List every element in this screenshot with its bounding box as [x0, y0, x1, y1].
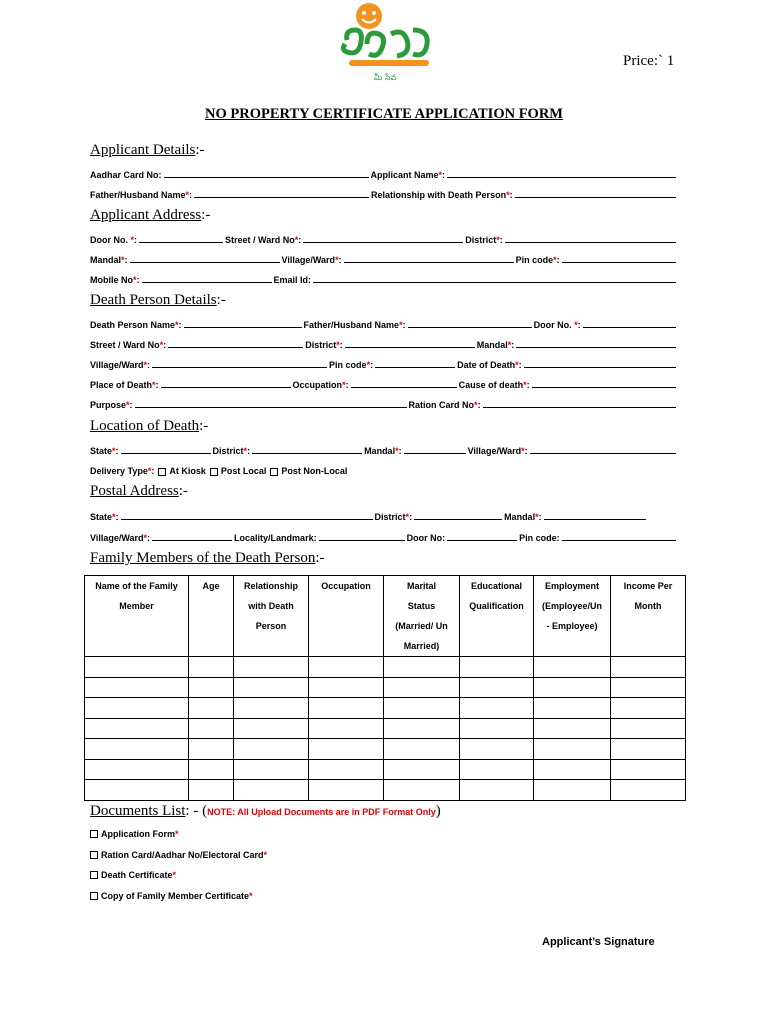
table-cell[interactable] [189, 677, 234, 698]
family-table-header-cell [534, 576, 611, 657]
table-cell[interactable] [460, 759, 534, 780]
table-row [85, 780, 686, 801]
email-field[interactable] [313, 282, 676, 283]
at-kiosk-checkbox[interactable] [158, 468, 166, 476]
doc-item: Application Form* [90, 829, 179, 839]
doc-item: Ration Card/Aadhar No/Electoral Card* [90, 850, 267, 860]
table-cell[interactable] [460, 780, 534, 801]
table-cell[interactable] [534, 677, 611, 698]
table-cell[interactable] [384, 718, 460, 739]
section-location-of-death: Location of Death:- [90, 418, 209, 434]
table-cell[interactable] [309, 780, 384, 801]
postal-pin-field[interactable] [562, 540, 676, 541]
location-village-field[interactable] [530, 453, 676, 454]
table-cell[interactable] [611, 780, 686, 801]
table-cell[interactable] [85, 718, 189, 739]
death-person-name-field[interactable] [184, 327, 302, 328]
father-husband-label: Father/Husband Name*: [90, 190, 193, 200]
table-cell[interactable] [234, 677, 309, 698]
row-postal-state: State*: District*: Mandal*: [90, 508, 648, 522]
table-cell[interactable] [189, 657, 234, 678]
doc-checkbox[interactable] [90, 830, 98, 838]
row-mandal-village-pin: Mandal*: Village/Ward*: Pin code*: [90, 251, 678, 265]
table-cell[interactable] [189, 698, 234, 719]
death-father-field[interactable] [408, 327, 532, 328]
row-door-street-district: Door No. *: Street / Ward No*: District*: [90, 231, 678, 245]
documents-note: NOTE: All Upload Documents are in PDF Format Only [207, 807, 436, 817]
header-line: Educational [470, 581, 522, 591]
row-death-village: Village/Ward*: Pin code*: Date of Death*: [90, 356, 678, 370]
district-field[interactable] [505, 242, 676, 243]
table-cell[interactable] [189, 718, 234, 739]
postal-district-field[interactable] [414, 519, 502, 520]
table-cell[interactable] [234, 718, 309, 739]
table-cell[interactable] [85, 739, 189, 760]
postal-locality-field[interactable] [319, 540, 405, 541]
header-line: - Employee) [546, 621, 598, 631]
mobile-field[interactable] [142, 282, 272, 283]
table-cell[interactable] [460, 677, 534, 698]
row-location: State*: District*: Mandal*: Village/Ward*: [90, 442, 678, 456]
table-cell[interactable] [384, 698, 460, 719]
table-row [85, 739, 686, 760]
table-cell[interactable] [611, 698, 686, 719]
relationship-label: Relationship with Death Person*: [371, 190, 513, 200]
price-label: Price:` 1 [623, 53, 675, 69]
table-cell[interactable] [384, 677, 460, 698]
table-cell[interactable] [534, 759, 611, 780]
postal-village-field[interactable] [152, 540, 232, 541]
table-cell[interactable] [234, 739, 309, 760]
purpose-field[interactable] [135, 407, 407, 408]
table-cell[interactable] [534, 657, 611, 678]
death-mandal-field[interactable] [516, 347, 676, 348]
doc-checkbox[interactable] [90, 892, 98, 900]
doc-checkbox[interactable] [90, 851, 98, 859]
header-line: Age [202, 581, 220, 591]
table-cell[interactable] [309, 657, 384, 678]
table-cell[interactable] [460, 698, 534, 719]
section-death-person-details: Death Person Details:- [90, 292, 226, 308]
header-line: Status [407, 601, 436, 611]
section-documents-list: Documents List: - (NOTE: All Upload Documents are in PDF Format Only) [90, 803, 441, 819]
row-death-name: Death Person Name*: Father/Husband Name*: Door No. *: [90, 316, 678, 330]
table-row [85, 677, 686, 698]
header-line: Income Per [623, 581, 673, 591]
table-cell[interactable] [534, 739, 611, 760]
family-table-header-cell [611, 576, 686, 657]
header-line: Married) [403, 641, 440, 651]
table-cell[interactable] [460, 739, 534, 760]
header-line: Name of the Family [95, 581, 178, 591]
header-line: Occupation [321, 581, 371, 591]
row-mobile-email: Mobile No*: Email Id: [90, 271, 678, 285]
post-local-checkbox[interactable] [210, 468, 218, 476]
row-place-occupation: Place of Death*: Occupation*: Cause of death*: [90, 376, 678, 390]
applicant-signature-label: Applicant’s Signature [542, 936, 655, 948]
table-cell[interactable] [189, 780, 234, 801]
table-row [85, 759, 686, 780]
family-table-header-cell [460, 576, 534, 657]
header-line: Marital [406, 581, 436, 591]
street-ward-field[interactable] [303, 242, 463, 243]
table-cell[interactable] [384, 780, 460, 801]
door-no-field[interactable] [139, 242, 223, 243]
header-line: with Death [248, 601, 294, 611]
doc-item: Copy of Family Member Certificate* [90, 891, 253, 901]
ration-card-field[interactable] [483, 407, 676, 408]
table-cell[interactable] [309, 739, 384, 760]
table-cell[interactable] [85, 780, 189, 801]
header-line: Member [119, 601, 154, 611]
postal-door-field[interactable] [447, 540, 517, 541]
logo-text: మీ సేవ [373, 73, 397, 82]
header-line: (Married/ Un [395, 621, 448, 631]
location-district-field[interactable] [252, 453, 362, 454]
table-cell[interactable] [189, 739, 234, 760]
table-cell[interactable] [534, 698, 611, 719]
header-line: Qualification [469, 601, 524, 611]
death-pin-field[interactable] [375, 367, 455, 368]
row-postal-village: Village/Ward*: Locality/Landmark: Door No: Pin code: [90, 529, 678, 543]
family-table-header [85, 576, 686, 657]
doc-item: Death Certificate* [90, 870, 176, 880]
postal-state-field[interactable] [121, 519, 373, 520]
table-cell[interactable] [384, 739, 460, 760]
date-of-death-field[interactable] [524, 367, 676, 368]
section-applicant-details: Applicant Details:- [90, 142, 205, 158]
table-cell[interactable] [384, 657, 460, 678]
table-row [85, 657, 686, 678]
cause-of-death-field[interactable] [532, 387, 676, 388]
table-cell[interactable] [534, 780, 611, 801]
table-cell[interactable] [85, 657, 189, 678]
table-cell[interactable] [309, 718, 384, 739]
applicant-name-label: Applicant Name*: [370, 170, 446, 180]
occupation-field[interactable] [351, 387, 457, 388]
table-cell[interactable] [460, 718, 534, 739]
place-of-death-field[interactable] [161, 387, 291, 388]
section-postal-address: Postal Address:- [90, 483, 188, 499]
header-line: Relationship [243, 581, 298, 591]
location-state-field[interactable] [121, 453, 211, 454]
family-table-header-cell [384, 576, 460, 657]
family-table-body [85, 657, 686, 801]
table-cell[interactable] [234, 780, 309, 801]
death-district-field[interactable] [345, 347, 475, 348]
family-table-header-cell [309, 576, 384, 657]
header-line: Month [634, 601, 662, 611]
section-applicant-address: Applicant Address:- [90, 207, 211, 223]
post-non-local-checkbox[interactable] [270, 468, 278, 476]
mandal-field[interactable] [130, 262, 280, 263]
table-row [85, 718, 686, 739]
table-cell[interactable] [309, 677, 384, 698]
postal-mandal-field[interactable] [544, 519, 646, 520]
table-cell[interactable] [460, 657, 534, 678]
table-cell[interactable] [611, 718, 686, 739]
table-cell[interactable] [309, 759, 384, 780]
table-cell[interactable] [384, 759, 460, 780]
table-cell[interactable] [234, 698, 309, 719]
applicant-name-field[interactable] [447, 177, 676, 178]
table-cell[interactable] [611, 657, 686, 678]
table-cell[interactable] [611, 677, 686, 698]
table-cell[interactable] [611, 759, 686, 780]
table-cell[interactable] [85, 759, 189, 780]
death-street-field[interactable] [168, 347, 303, 348]
death-village-field[interactable] [152, 367, 327, 368]
family-table-header-cell [234, 576, 309, 657]
village-ward-field[interactable] [344, 262, 514, 263]
row-father-relationship [90, 186, 678, 200]
location-mandal-field[interactable] [404, 453, 466, 454]
row-delivery-type: Delivery Type*: At Kiosk Post Local Post Non-Local [90, 466, 348, 476]
table-cell[interactable] [234, 657, 309, 678]
table-row [85, 698, 686, 719]
pin-code-field[interactable] [562, 262, 676, 263]
form-title: NO PROPERTY CERTIFICATE APPLICATION FORM [204, 106, 563, 122]
mee-seva-logo [333, 0, 437, 86]
family-table-header-cell [85, 576, 189, 657]
header-line: Person [255, 621, 287, 631]
father-husband-field[interactable] [194, 197, 369, 198]
section-family-members: Family Members of the Death Person:- [90, 550, 325, 566]
header-line: (Employee/Un [541, 601, 602, 611]
row-purpose-ration: Purpose*: Ration Card No*: [90, 396, 678, 410]
row-aadhar-applicant [90, 166, 678, 180]
table-cell[interactable] [309, 698, 384, 719]
table-cell[interactable] [85, 698, 189, 719]
doc-checkbox[interactable] [90, 871, 98, 879]
header-line: Employment [544, 581, 599, 591]
table-cell[interactable] [234, 759, 309, 780]
table-cell[interactable] [189, 759, 234, 780]
table-cell[interactable] [534, 718, 611, 739]
aadhar-field[interactable] [164, 177, 369, 178]
death-door-field[interactable] [583, 327, 676, 328]
family-members-table [84, 575, 686, 801]
table-cell[interactable] [85, 677, 189, 698]
table-cell[interactable] [611, 739, 686, 760]
family-table-header-cell [189, 576, 234, 657]
aadhar-label: Aadhar Card No: [90, 170, 162, 180]
row-death-street: Street / Ward No*: District*: Mandal*: [90, 336, 678, 350]
relationship-field[interactable] [515, 197, 676, 198]
